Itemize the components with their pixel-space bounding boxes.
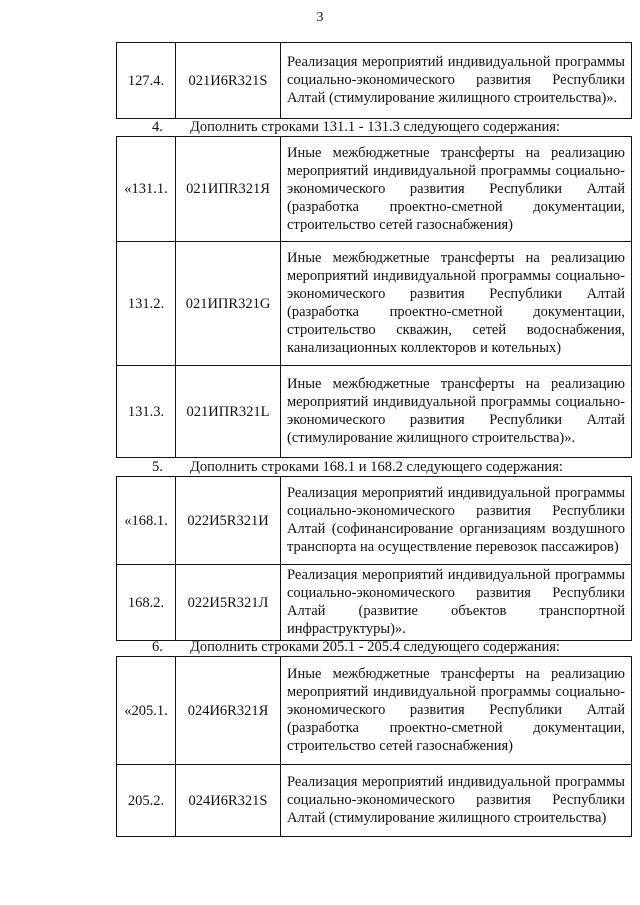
- page-number: 3: [316, 10, 324, 25]
- section-text: Дополнить строками 168.1 и 168.2 следующего содержания:: [190, 459, 563, 475]
- table-block: [116, 136, 632, 458]
- row-number: «205.1.: [117, 657, 176, 765]
- table-row: [117, 366, 632, 458]
- section-number: 4.: [152, 119, 163, 135]
- row-code: 024И6R321Я: [176, 657, 281, 765]
- section-text: Дополнить строками 205.1 - 205.4 следующего содержания:: [190, 639, 560, 655]
- section-text: Дополнить строками 131.1 - 131.3 следующего содержания:: [190, 119, 560, 135]
- row-number: 131.2.: [117, 242, 176, 366]
- section-number: 6.: [152, 639, 163, 655]
- row-code: 024И6R321S: [176, 765, 281, 837]
- row-number: «131.1.: [117, 137, 176, 242]
- row-number: 127.4.: [117, 43, 176, 119]
- row-code: 021И6R321S: [176, 43, 281, 119]
- row-code: 022И5R321И: [176, 477, 281, 565]
- row-description: Реализация мероприятий индивидуальной программы социально-экономического развития Республики Алтай (развитие объектов транспортной инфраструктуры)».: [281, 565, 632, 641]
- row-code: 021ИПR321Я: [176, 137, 281, 242]
- section-heading: [116, 638, 616, 656]
- table-block: [116, 656, 632, 837]
- row-number: 205.2.: [117, 765, 176, 837]
- section-number: 5.: [152, 459, 163, 475]
- row-description: Реализация мероприятий индивидуальной программы социально-экономического развития Республики Алтай (стимулирование жилищного строительства)».: [281, 43, 632, 119]
- table-row: [117, 657, 632, 765]
- table-block: [116, 476, 632, 641]
- row-description: Реализация мероприятий индивидуальной программы социально-экономического развития Республики Алтай (стимулирование жилищного строительства): [281, 765, 632, 837]
- table-row: [117, 477, 632, 565]
- table-block: [116, 42, 632, 119]
- table-row: [117, 137, 632, 242]
- row-number: 168.2.: [117, 565, 176, 641]
- row-number: 131.3.: [117, 366, 176, 458]
- table-row: [117, 765, 632, 837]
- table-row: [117, 565, 632, 641]
- row-description: Иные межбюджетные трансферты на реализацию мероприятий индивидуальной программы социально-экономического развития Республики Алтай (стимулирование жилищного строительства)».: [281, 366, 632, 458]
- section-heading: [116, 118, 616, 136]
- row-number: «168.1.: [117, 477, 176, 565]
- row-code: 022И5R321Л: [176, 565, 281, 641]
- table-row: [117, 242, 632, 366]
- row-description: Иные межбюджетные трансферты на реализацию мероприятий индивидуальной программы социально-экономического развития Республики Алтай (разработка проектно-сметной документации, строительство скважин, сетей водоснабжения, канализационных коллекторов и котельных): [281, 242, 632, 366]
- row-description: Иные межбюджетные трансферты на реализацию мероприятий индивидуальной программы социально-экономического развития Республики Алтай (разработка проектно-сметной документации, строительство сетей газоснабжения): [281, 657, 632, 765]
- section-heading: [116, 458, 616, 476]
- table-row: [117, 43, 632, 119]
- row-code: 021ИПR321G: [176, 242, 281, 366]
- row-description: Иные межбюджетные трансферты на реализацию мероприятий индивидуальной программы социально-экономического развития Республики Алтай (разработка проектно-сметной документации, строительство сетей газоснабжения): [281, 137, 632, 242]
- row-code: 021ИПR321L: [176, 366, 281, 458]
- row-description: Реализация мероприятий индивидуальной программы социально-экономического развития Республики Алтай (софинансирование организациям воздушного транспорта на осуществление перевозок пассажиров): [281, 477, 632, 565]
